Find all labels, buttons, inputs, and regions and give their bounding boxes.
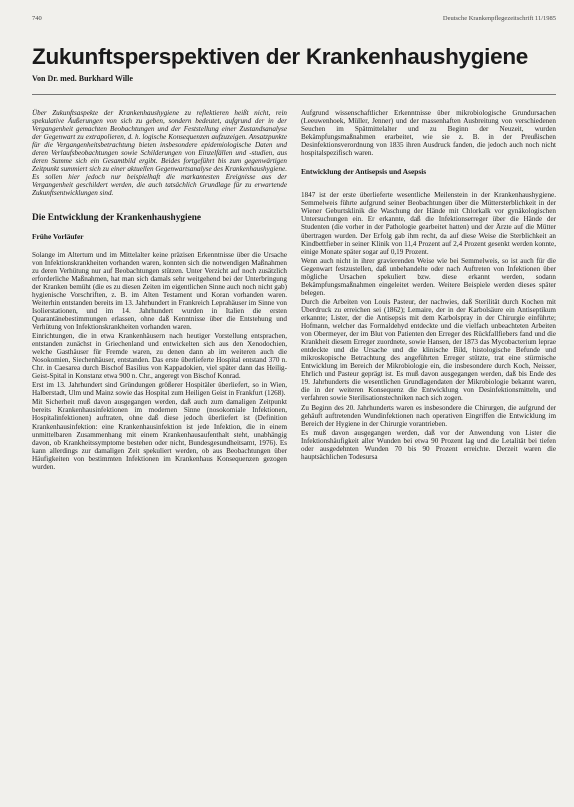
left-column bbox=[32, 109, 287, 472]
paragraph: Solange im Altertum und im Mittelalter keine präzisen Erkenntnisse über die Ursache von Infektionskrankheiten vorhanden waren, konnten sich die notwendigen Maßnahmen zu deren Verhütung nur auf Beobachtungen stützen. Unter Verzicht auf noch zusätzlich erforderliche Maßnahmen, hat man sich damals sehr weitgehend bei der Unterbringung der Kranken bemüht (die es zu diesen Zeiten im eigentlichen Sinne auch noch nicht gab) hygienische Vorschriften, z. B. im Alten Testament und Koran vorhanden waren. Weiterhin entstanden bereits im 13. Jahrhundert in Frankreich Leprahäuser im Sinne von Isolierstationen, und im 14. Jahrhundert wurden in Italien die ersten Quarantänebestimmungen erlassen, ohne daß Kenntnisse über die Entstehung und Verhütung von Infektionskrankheiten vorhanden waren. bbox=[32, 250, 287, 331]
article-title: Zukunftsperspektiven der Krankenhaushygiene bbox=[32, 44, 528, 69]
paragraph: Einrichtungen, die in etwa Krankenhäusern nach heutiger Vorstellung entsprachen, entstanden zunächst in Griechenland und entwickelten sich aus den Xenodochien, welche Gasthäuser für Fremde waren, zu denen dann ab im weiteren auch die Nosokomien, Siechenhäuser, entstanden. Das erste überlieferte Hospital entstand 370 n. Chr. in Caesarea durch Bischof Basilius von Kappadokien, viel später dann das Heilig-Geist-Spital in Konstanz etwa 900 n. Chr., angeregt von Bischof Konrad. bbox=[32, 331, 287, 381]
paragraph: Wenn auch nicht in ihrer gravierenden Weise wie bei Semmelweis, so ist auch für die Gegenwart festzustellen, daß unbehandelte oder nach Auftreten von Infektionen über mögliche Ursachen spekuliert bzw. diese erkannt werden, sodann Bekämpfungsmaßnahmen eingeleitet werden. Weitere Beispiele werden dieses später belegen. bbox=[301, 256, 556, 297]
text-columns bbox=[32, 109, 556, 472]
paragraph: Zu Beginn des 20. Jahrhunderts waren es insbesondere die Chirurgen, die aufgrund der gehäuft auftretenden Wundinfektionen nach operativen Eingriffen die Entwicklung im Bereich der Hygiene in der Chirurgie vorantrieben. bbox=[301, 403, 556, 428]
paragraph: 1847 ist der erste überlieferte wesentliche Meilenstein in der Krankenhaushygiene. Semmelweis führte aufgrund seiner Beobachtungen über die Müttersterblichkeit in der Wiener Geburtsklinik die Waschung der Hände mit Chlorkalk vor gynäkologischen Untersuchungen ein. Er erkannte, daß die Infektionserreger über die Hände der Studenten (die vorher in der Pathologie gearbeitet hatten) und der Ärzte auf die Mütter übertragen wurden. Der Erfolg gab ihm recht, da auf diese Weise die Sterblichkeit an Kindbettfieber in seiner Klinik von 11,4 Prozent auf 2,4 Prozent gesenkt werden konnte, einige Monate später sogar auf 0,19 Prozent. bbox=[301, 191, 556, 256]
section-heading: Die Entwicklung der Krankenhaushygiene bbox=[32, 212, 202, 223]
subsection-heading-antisepsis: Entwicklung der Antisepsis und Asepsis bbox=[301, 167, 427, 177]
paragraph: Mit Sicherheit muß davon ausgegangen werden, daß auch zum damaligen Zeitpunkt bereits Krankenhausinfektionen im modernen Sinne (nosokomiale Infektionen, Hospitalinfektionen) auftraten, ohne daß diese jedoch überliefert ist (Definition Krankenhausinfektion: eine Krankenhausinfektion ist jede Infektion, die in einem unmittelbaren Zusammenhang mit einem Krankenhausaufenthalt steht, unabhängig davon, ob Krankheitssymptome bestehen oder nicht, Bundesgesundheitsamt, 1976). Es kann allerdings zur damaligen Zeit spekuliert werden, ob aus Beobachtungen über Häufigkeiten von bestimmten Infektionen im Krankenhaus Konsequenzen gezogen wurden. bbox=[32, 398, 287, 471]
title-rule bbox=[32, 94, 556, 95]
paragraph: Aufgrund wissenschaftlicher Erkenntnisse über mikrobiologische Grundursachen (Leeuwenhoek, Müller, Jenner) und der massenhaften Ausbreitung von verschiedenen Seuchen im Spätmittelalter und zu Beginn der Neuzeit, wurden Bekämpfungsmaßnahmen erarbeitet, wie sie z. B. in der Preußischen Desinfektionsverordnung von 1835 ihren Ausdruck fanden, die jedoch auch noch nicht hospitalspezifisch waren. bbox=[301, 109, 556, 158]
paragraph: Es muß davon ausgegangen werden, daß vor der Anwendung von Lister die Infektionshäufigkeit aller Wunden bei etwa 90 Prozent lag und die Letalität bei tiefen oder ausgedehnten Wunden 70 bis 90 Prozent erreichte. Derzeit waren die hauptsächlichen Todesursa bbox=[301, 428, 556, 461]
subsection-heading-early: Frühe Vorläufer bbox=[32, 231, 84, 241]
right-column bbox=[301, 109, 556, 472]
article-author: Von Dr. med. Burkhard Wille bbox=[32, 74, 133, 83]
journal-name: Deutsche Krankenpflegezeitschrift 11/1985 bbox=[442, 15, 556, 22]
paragraph: Erst im 13. Jahrhundert sind Gründungen größerer Hospitäler überliefert, so in Wien, Halberstadt, Ulm und Mainz sowie das Hospital zum Heiligen Geist in Frankfurt (1268). bbox=[32, 381, 287, 398]
page-number: 740 bbox=[32, 15, 42, 22]
abstract: Über Zukunftsaspekte der Krankenhaushygiene zu reflektieren heißt nicht, rein spekulative Äußerungen von sich zu geben, sondern bedeutet, aufgrund der in der Vergangenheit gemachten Beobachtungen und der Feststellung einer Zustandsanalyse der Gegenwart zu extrapolieren, d. h. logische Konsequenzen aufzuzeigen. Ansatzpunkte für die Vergangenheitsbetrachtung bieten insbesondere epidemiologische Daten und deren Verlaufsbeobachtungen sowie Schilderungen von Einzelfällen und -studien, aus deren Summe sich ein Gesamtbild ergibt. Beides fortgeführt bis zum gegenwärtigen Zeitpunkt summiert sich zu einer aktuellen Gegenwartsanalyse des Krankenhaushygiene. Es sollen hier jedoch nur beispielhaft die markantesten Ereignisse aus der Vergangenheit geschildert werden, die auch tatsächlich Grundlage für zu erwartende Zukunftsentwicklungen sind. bbox=[32, 109, 287, 198]
paragraph: Durch die Arbeiten von Louis Pasteur, der nachwies, daß Sterilität durch Kochen mit Überdruck zu erreichen sei (1862); Lemaire, der in der Karbolsäure ein Antiseptikum erkannte; Lister, der die Antisepsis mit dem Karbolspray in der Chirurgie einführte; Hofmann, welcher das Formaldehyd entdeckte und die vielfach unbeachteten Arbeiten von Obermeyer, der im Blut von Patienten den Erreger des Rückfallfiebers fand und die Krankheit diesem Erreger zuordnete, sowie Hansen, der 1873 das Mycobacterium leprae entdeckte und die Ursache und die klinische Bild, histologische Befunde und mikroskopische Betrachtung des angeführten Erreger stützte, trat eine stürmische Entwicklung im Bereich der Mikrobiologie ein, die insbesondere durch Koch, Neisser, Ehrlich und Pasteur geprägt ist. Es muß davon ausgegangen werden, daß bis Ende des 19. Jahrhunderts die wesentlichen Grundlagendaten der Mikrobiologie bekannt waren, die in der weiteren Konsequenz die Entwicklung von Desinfektionsmitteln, und verfahren sowie Sterilisationstechniken nach sich zogen. bbox=[301, 297, 556, 403]
running-head bbox=[32, 14, 556, 24]
